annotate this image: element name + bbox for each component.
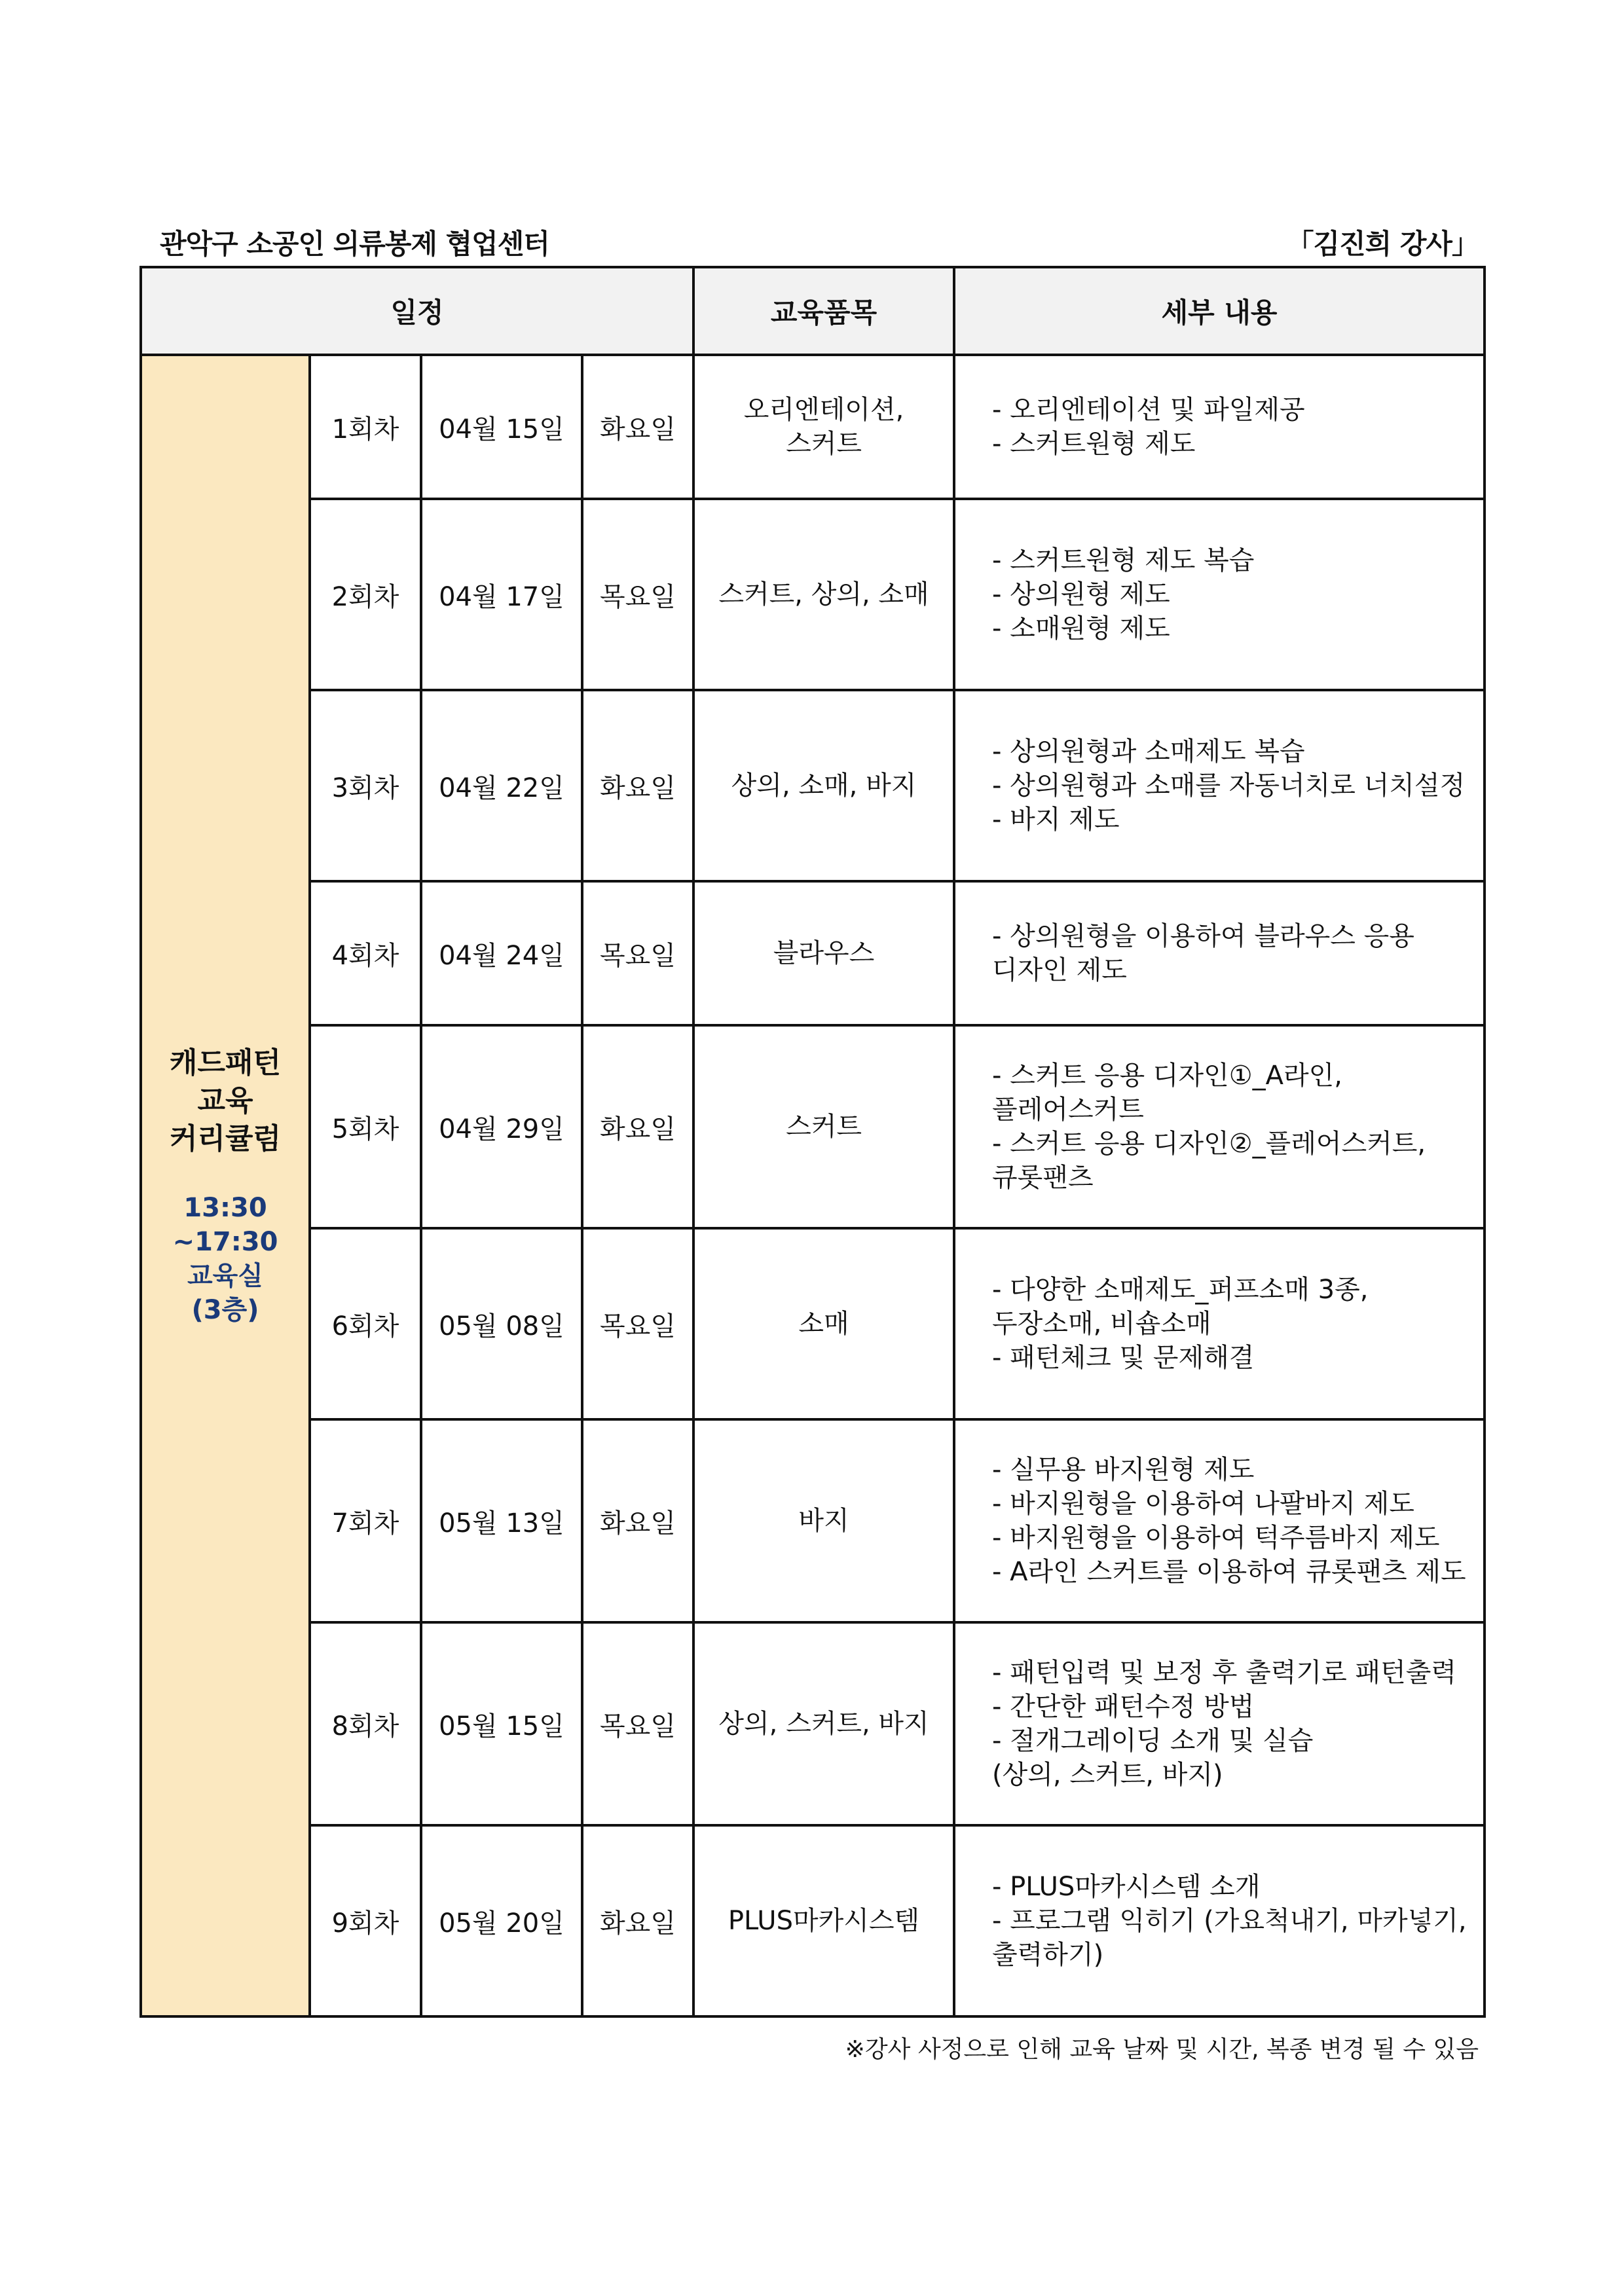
day-cell: 화요일	[582, 1419, 693, 1622]
detail-line: - A라인 스커트를 이용하여 큐롯팬츠 제도	[992, 1557, 1466, 1587]
detail-line: - 다양한 소매제도_퍼프소매 3종,	[992, 1275, 1369, 1305]
session-cell: 8회차	[310, 1622, 421, 1825]
course-time-line: ~17:30	[172, 1227, 278, 1257]
session-cell: 2회차	[310, 499, 421, 690]
detail-line: - 스커트원형 제도	[992, 429, 1196, 459]
table-row	[141, 1419, 1485, 1622]
detail-line: 디자인 제도	[992, 955, 1127, 985]
detail-line: - 패턴체크 및 문제해결	[992, 1343, 1255, 1373]
header-details: 세부 내용	[954, 267, 1485, 355]
session-cell: 1회차	[310, 355, 421, 499]
item-cell	[693, 1419, 954, 1622]
day-cell: 화요일	[582, 690, 693, 881]
detail-line: - 패턴입력 및 보정 후 출력기로 패턴출력	[992, 1658, 1456, 1688]
course-cell	[141, 355, 310, 2016]
day-cell: 목요일	[582, 881, 693, 1025]
item-line: 상의, 소매, 바지	[731, 771, 917, 801]
details-cell	[954, 355, 1485, 499]
date-cell: 04월 15일	[421, 355, 582, 499]
item-cell	[693, 1025, 954, 1228]
table-row	[141, 1825, 1485, 2016]
detail-line: - 상의원형을 이용하여 블라우스 응용	[992, 921, 1414, 951]
table-row	[141, 1622, 1485, 1825]
detail-line: - 간단한 패턴수정 방법	[992, 1692, 1255, 1722]
session-cell: 4회차	[310, 881, 421, 1025]
day-cell: 목요일	[582, 1228, 693, 1419]
day-cell: 목요일	[582, 1622, 693, 1825]
header-item: 교육품목	[693, 267, 954, 355]
session-cell: 6회차	[310, 1228, 421, 1419]
course-time-line: (3층)	[191, 1295, 259, 1325]
date-cell: 05월 20일	[421, 1825, 582, 2016]
item-line: 스커트, 상의, 소매	[718, 579, 929, 610]
table-row	[141, 1025, 1485, 1228]
detail-line: - 프로그램 익히기 (가요척내기, 마카넣기,	[992, 1906, 1467, 1936]
date-cell: 04월 17일	[421, 499, 582, 690]
date-cell: 04월 29일	[421, 1025, 582, 1228]
detail-line: - 상의원형과 소매를 자동너치로 너치설정	[992, 771, 1466, 801]
date-cell: 04월 22일	[421, 690, 582, 881]
detail-line: - 실무용 바지원형 제도	[992, 1455, 1255, 1485]
course-time-line: 13:30	[183, 1193, 267, 1223]
item-line: 상의, 스커트, 바지	[718, 1709, 929, 1739]
date-cell: 05월 08일	[421, 1228, 582, 1419]
session-cell: 5회차	[310, 1025, 421, 1228]
course-name-line: 캐드패턴	[169, 1046, 281, 1080]
date-cell: 04월 24일	[421, 881, 582, 1025]
table-row	[141, 355, 1485, 499]
detail-line: - 스커트원형 제도 복습	[992, 545, 1255, 575]
details-cell	[954, 1622, 1485, 1825]
table-row	[141, 499, 1485, 690]
item-line: 바지	[798, 1506, 849, 1536]
curriculum-table	[139, 266, 1486, 2018]
detail-line: - 바지 제도	[992, 805, 1120, 835]
item-line: 소매	[798, 1309, 849, 1339]
detail-line: - 상의원형과 소매제도 복습	[992, 737, 1305, 767]
detail-line: - 바지원형을 이용하여 턱주름바지 제도	[992, 1523, 1440, 1553]
item-cell	[693, 1228, 954, 1419]
detail-line: 플레어스커트	[992, 1095, 1144, 1125]
detail-line: - 스커트 응용 디자인①_A라인,	[992, 1061, 1342, 1091]
item-cell	[693, 499, 954, 690]
detail-line: 큐롯팬츠	[992, 1163, 1094, 1193]
footnote: ※강사 사정으로 인해 교육 날짜 및 시간, 복종 변경 될 수 있음	[845, 2036, 1479, 2063]
course-name-line: 교육	[197, 1084, 253, 1118]
details-cell	[954, 1419, 1485, 1622]
table-row	[141, 881, 1485, 1025]
day-cell: 목요일	[582, 499, 693, 690]
table-row	[141, 690, 1485, 881]
table-row	[141, 1228, 1485, 1419]
details-cell	[954, 1825, 1485, 2016]
details-cell	[954, 1228, 1485, 1419]
day-cell: 화요일	[582, 1025, 693, 1228]
detail-line: - 스커트 응용 디자인②_플레어스커트,	[992, 1129, 1426, 1159]
item-line: PLUS마카시스템	[728, 1906, 920, 1936]
instructor-name: 「김진희 강사」	[1286, 228, 1479, 260]
detail-line: - 절개그레이딩 소개 및 실습	[992, 1726, 1314, 1756]
item-line: 오리엔테이션,	[743, 395, 904, 425]
table-body	[141, 355, 1485, 2016]
item-cell	[693, 1825, 954, 2016]
session-cell: 9회차	[310, 1825, 421, 2016]
detail-line: - 오리엔테이션 및 파일제공	[992, 395, 1305, 425]
detail-line: 출력하기)	[992, 1940, 1104, 1970]
item-cell	[693, 881, 954, 1025]
detail-line: 두장소매, 비숍소매	[992, 1309, 1211, 1339]
day-cell: 화요일	[582, 355, 693, 499]
item-line: 스커트	[786, 1112, 862, 1142]
details-cell	[954, 690, 1485, 881]
item-cell	[693, 690, 954, 881]
item-line: 블라우스	[773, 938, 875, 968]
course-time-line: 교육실	[187, 1261, 263, 1291]
table-header-row	[141, 267, 1485, 355]
detail-line: (상의, 스커트, 바지)	[992, 1760, 1223, 1790]
date-cell: 05월 15일	[421, 1622, 582, 1825]
detail-line: - 소매원형 제도	[992, 613, 1170, 644]
course-name-line: 커리큘럼	[169, 1122, 281, 1156]
detail-line: - 상의원형 제도	[992, 579, 1170, 610]
organization-title: 관악구 소공인 의류봉제 협업센터	[160, 228, 549, 260]
item-cell	[693, 1622, 954, 1825]
detail-line: - PLUS마카시스템 소개	[992, 1872, 1261, 1902]
session-cell: 7회차	[310, 1419, 421, 1622]
header-schedule: 일정	[141, 267, 693, 355]
date-cell: 05월 13일	[421, 1419, 582, 1622]
item-cell	[693, 355, 954, 499]
details-cell	[954, 881, 1485, 1025]
detail-line: - 바지원형을 이용하여 나팔바지 제도	[992, 1489, 1414, 1519]
details-cell	[954, 499, 1485, 690]
details-cell	[954, 1025, 1485, 1228]
session-cell: 3회차	[310, 690, 421, 881]
item-line: 스커트	[786, 429, 862, 459]
day-cell: 화요일	[582, 1825, 693, 2016]
